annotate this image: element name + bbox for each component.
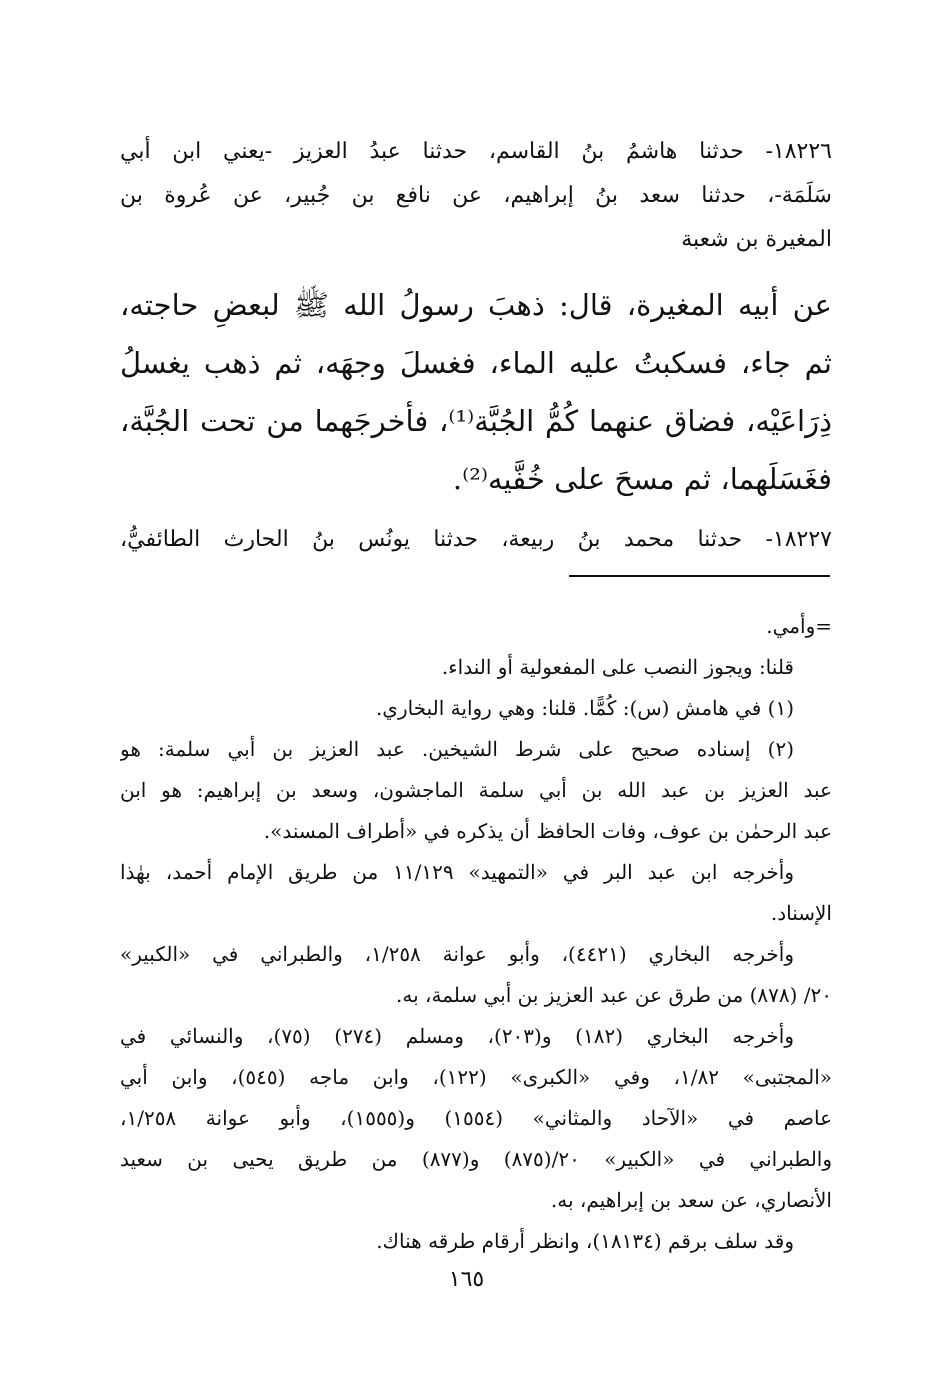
hadith-18226-chain [120,130,832,262]
text-line: ١٨٢٢٧- حدثنا محمد بنُ ربيعة، حدثنا يونُس بنُ الحارث الطائفيُّ، [120,527,832,552]
footnote-line: عبد العزيز بن عبد الله بن أبي سلمة الماجشون، وسعد بن إبراهيم: هو ابن [120,778,832,802]
footnote-line: عاصم في «الآحاد والمثاني» (١٥٥٤) و(١٥٥٥)، وأبو عوانة ١/٢٥٨، [120,1106,832,1130]
text-line: ذِرَاعَيْه، فضاق عنهما كُمُّ الجُبَّة⁽¹⁾، فأخرجَهما من تحت الجُبَّة، [120,404,832,438]
footnote-line: الإسناد. [770,901,832,925]
footnote-divider [569,575,830,577]
hadith-18227-chain [120,518,832,562]
footnote-line: وأخرجه ابن عبد البر في «التمهيد» ١١/١٢٩ من طريق الإمام أحمد، بهٰذا [120,860,794,884]
footnote-line: الأنصاري، عن سعد بن إبراهيم، به. [550,1188,832,1212]
footnotes [120,606,832,1262]
footnote-line: وأخرجه البخاري (٤٤٢١)، وأبو عوانة ١/٢٥٨، والطبراني في «الكبير» [120,942,795,966]
hadith-18226-matn [120,276,832,508]
footnote-line: ٢٠/ (٨٧٨) من طرق عن عبد العزيز بن أبي سلمة، به. [396,983,832,1007]
text-line: عن أبيه المغيرة، قال: ذهبَ رسولُ الله ﷺ لبعضِ حاجته، [120,288,832,322]
footnote-line: (٢) إسناده صحيح على شرط الشيخين. عبد العزيز بن أبي سلمة: هو [120,737,794,761]
page-number: ١٦٥ [448,1267,485,1292]
footnote-line: قلنا: ويجوز النصب على المفعولية أو النداء. [441,655,794,679]
footnote-line: (١) في هامش (س): كُمًّا. قلنا: وهي رواية البخاري. [375,696,794,720]
text-line: ١٨٢٢٦- حدثنا هاشمُ بنُ القاسم، حدثنا عبدُ العزيز -يعني ابن أبي [120,139,832,164]
footnote-line: والطبراني في «الكبير» ٢٠/(٨٧٥) و(٨٧٧) من طريق يحيى بن سعيد [120,1147,832,1171]
footnote-line: وقد سلف برقم (١٨١٣٤)، وانظر أرقام طرقه هناك. [376,1229,794,1253]
text-line: سَلَمَة-، حدثنا سعد بنُ إبراهيم، عن نافع بن جُبير، عن عُروة بن [120,183,832,208]
text-line: فغَسَلَهما، ثم مسحَ على خُفَّيه⁽²⁾. [452,462,832,496]
footnote-line: «المجتبى» ١/٨٢، وفي «الكبرى» (١٢٢)، وابن ماجه (٥٤٥)، وابن أبي [120,1065,832,1089]
footnote-line: وأخرجه البخاري (١٨٢) و(٢٠٣)، ومسلم (٢٧٤) (٧٥)، والنسائي في [120,1024,795,1048]
footnote-line: =وأمي. [766,614,832,638]
main-text [120,130,832,562]
text-line: ثم جاء، فسكبتُ عليه الماء، فغسلَ وجهَه، ثم ذهب يغسلُ [120,346,832,380]
footnote-line: عبد الرحمٰن بن عوف، وفات الحافظ أن يذكره في «أطراف المسند». [263,819,832,843]
text-line: المغيرة بن شعبة [681,227,832,252]
